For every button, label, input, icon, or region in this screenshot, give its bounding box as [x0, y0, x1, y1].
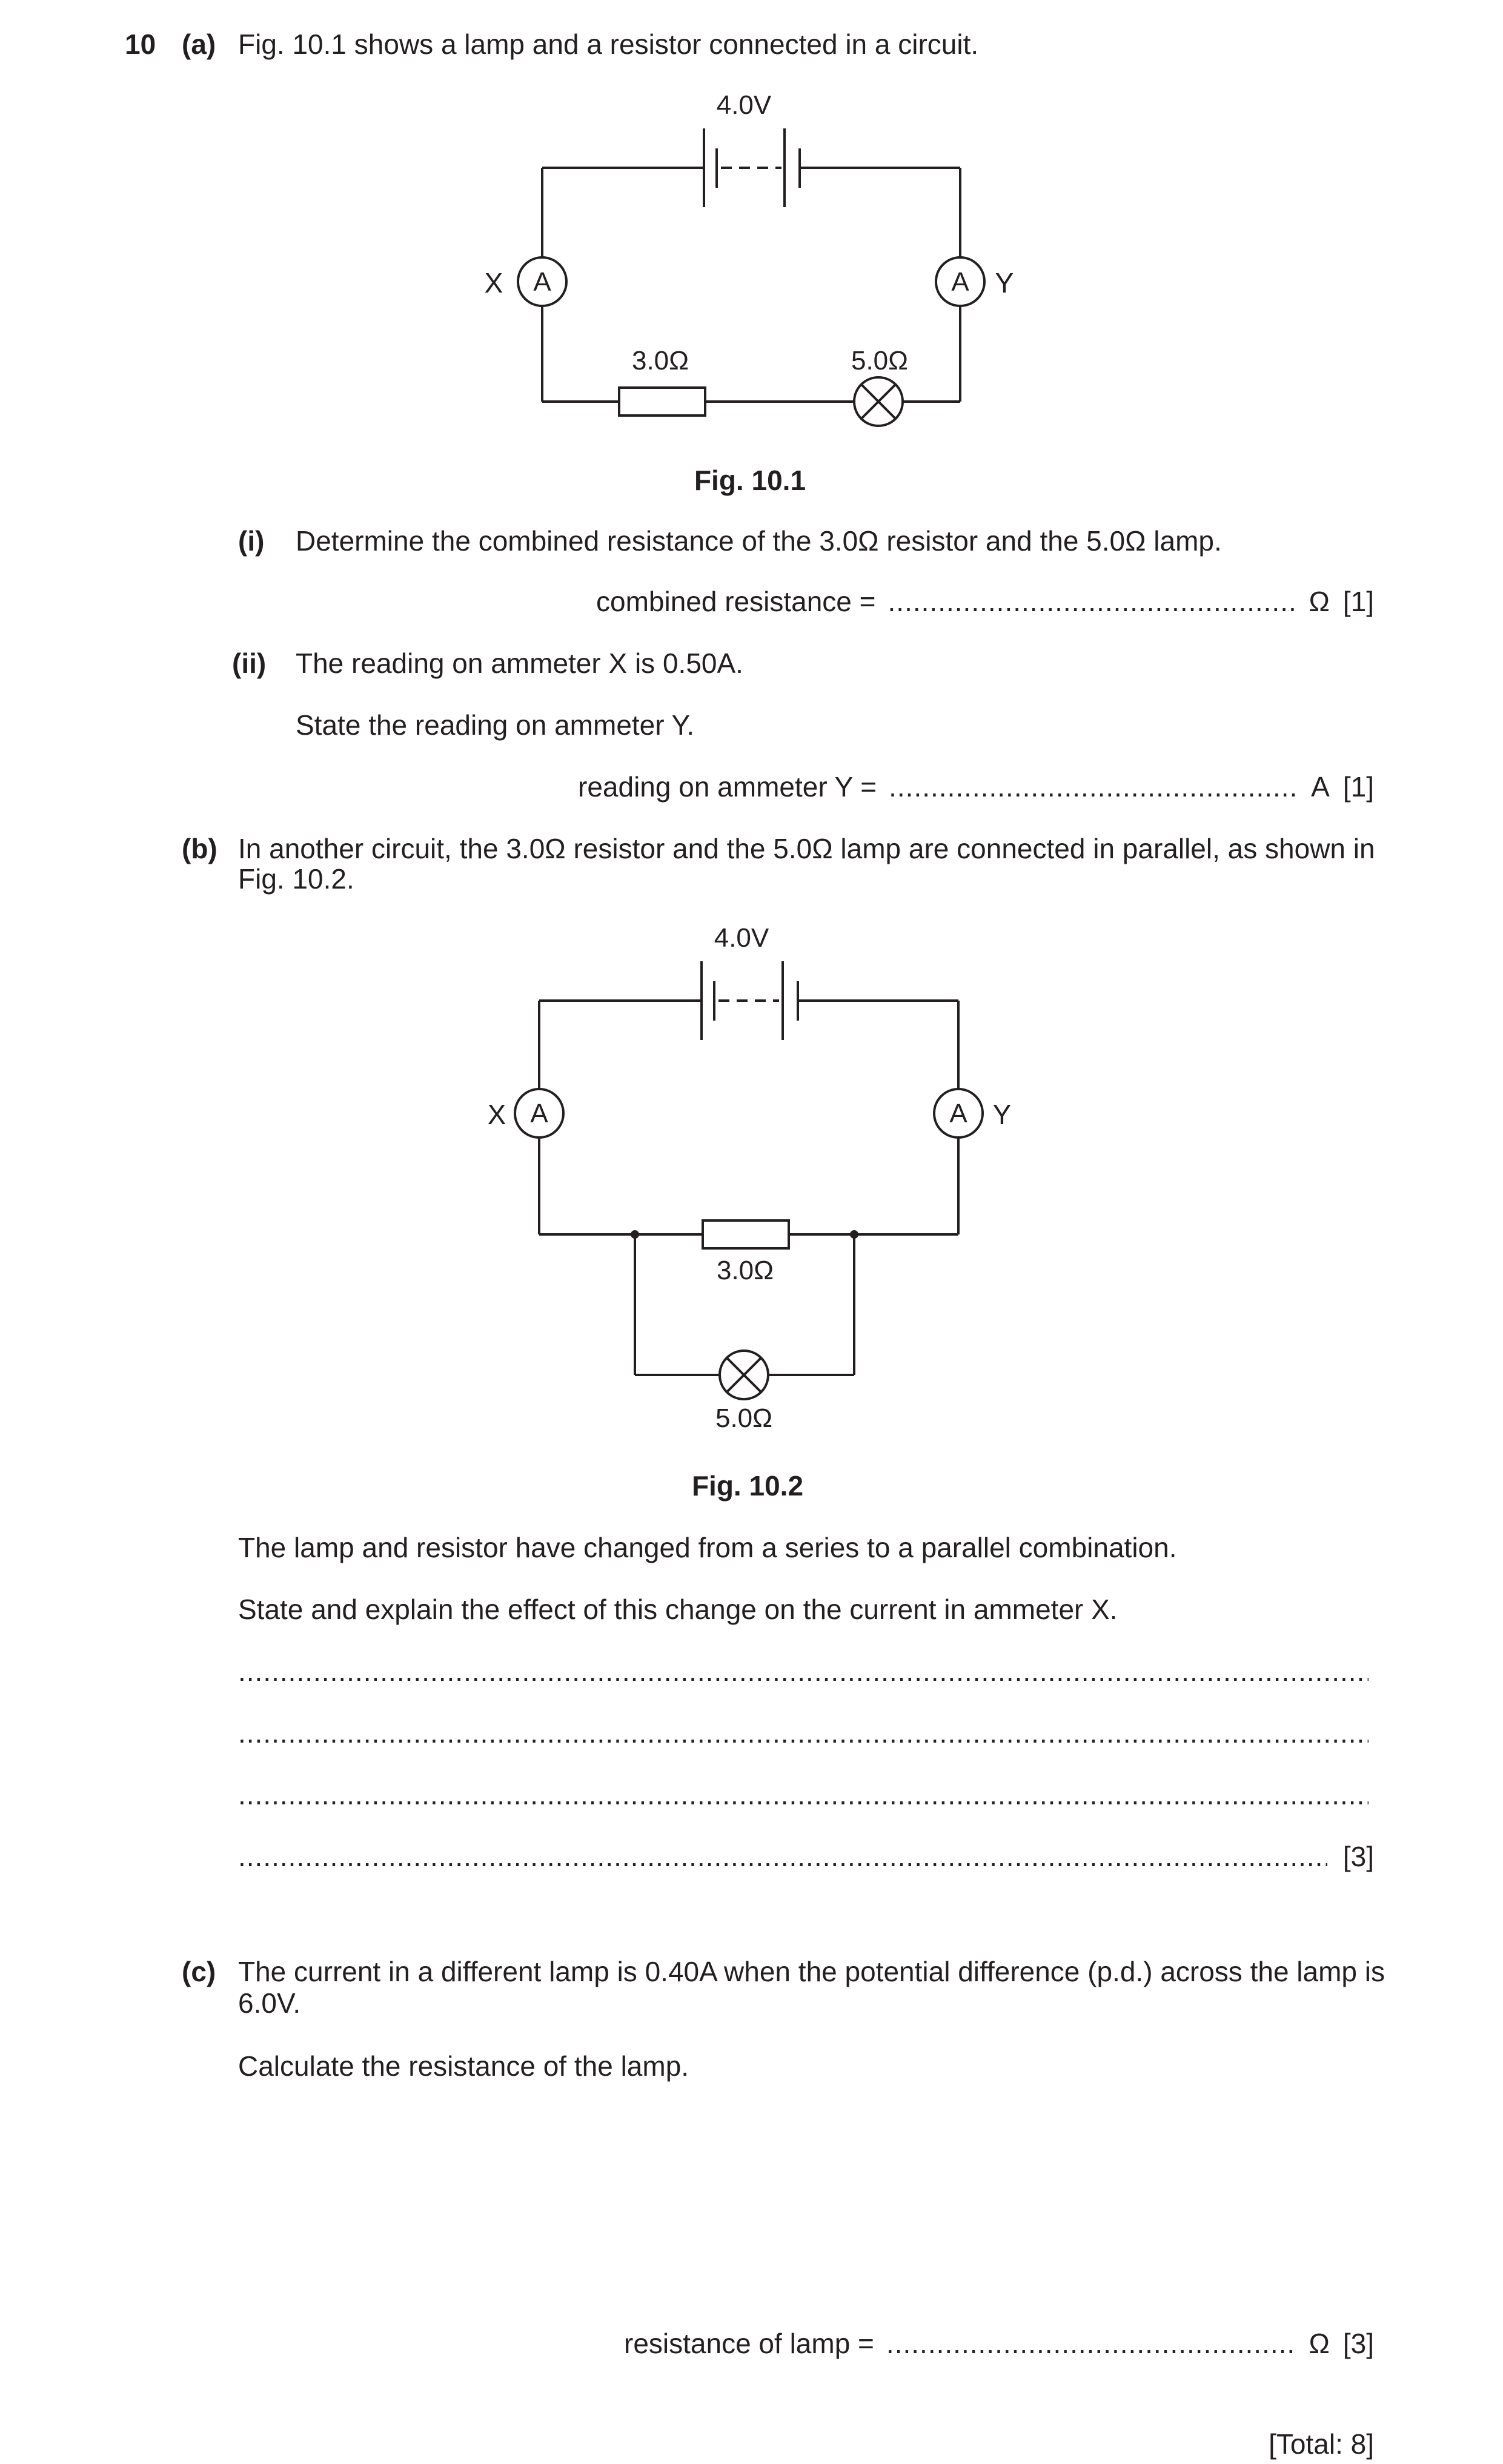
part-a-i-text: Determine the combined resistance of the 3.0Ω resistor and the 5.0Ω lamp. [296, 525, 1222, 557]
answer-dots[interactable] [889, 770, 1299, 803]
answer-dots[interactable] [886, 2327, 1297, 2360]
part-a-intro: Fig. 10.1 shows a lamp and a resistor connected in a circuit. [238, 28, 979, 60]
battery-label: 4.0V [716, 90, 772, 120]
part-b-intro-line2: Fig. 10.2. [238, 863, 354, 895]
part-a-i-answer-line [596, 585, 1374, 618]
answer-prompt: resistance of lamp = [624, 2328, 874, 2359]
answer-unit: A [1311, 771, 1330, 803]
part-b-answer-line-4 [238, 1840, 1374, 1873]
ammeter-y-symbol: A [951, 267, 969, 297]
part-c-answer-line [624, 2327, 1374, 2360]
answer-dots[interactable] [238, 1778, 1369, 1811]
marks: [3] [1342, 2328, 1374, 2359]
answer-unit: Ω [1309, 2328, 1330, 2359]
part-b-intro-line1: In another circuit, the 3.0Ω resistor and the 5.0Ω lamp are connected in parallel, as shown in [238, 833, 1375, 864]
question-number: 10 [125, 28, 156, 60]
resistor-label: 3.0Ω [631, 346, 689, 376]
part-b-label: (b) [182, 833, 217, 864]
answer-prompt: combined resistance = [596, 586, 876, 617]
part-a-i-label: (i) [238, 525, 265, 557]
answer-dots[interactable] [888, 585, 1297, 618]
part-a-ii-answer-line [578, 770, 1374, 803]
part-c-text-line2: 6.0V. [238, 1987, 301, 2019]
resistor [703, 1220, 789, 1248]
lamp-label: 5.0Ω [715, 1403, 773, 1433]
total-marks: [Total: 8] [1269, 2428, 1374, 2460]
figure-10-1-caption: Fig. 10.1 [694, 465, 806, 496]
resistor [619, 388, 705, 416]
ammeter-x-symbol: A [530, 1099, 548, 1128]
marks: [1] [1342, 586, 1374, 617]
battery-label: 4.0V [714, 923, 769, 953]
answer-prompt: reading on ammeter Y = [578, 771, 877, 803]
resistor-label: 3.0Ω [716, 1256, 774, 1285]
answer-dots[interactable] [238, 1717, 1369, 1749]
part-a-ii-text2: State the reading on ammeter Y. [296, 709, 695, 741]
ammeter-y-label: Y [995, 267, 1014, 299]
part-b-answer-line-3[interactable] [238, 1778, 1369, 1811]
answer-dots[interactable] [238, 1840, 1327, 1873]
part-c-text-line1: The current in a different lamp is 0.40A when the potential difference (p.d.) across the lamp is [238, 1956, 1385, 1987]
answer-unit: Ω [1309, 586, 1330, 617]
junction-left [631, 1230, 639, 1239]
ammeter-x-symbol: A [533, 267, 551, 297]
figure-10-2-caption: Fig. 10.2 [691, 1470, 804, 1502]
part-a-ii-text1: The reading on ammeter X is 0.50A. [296, 647, 743, 679]
ammeter-x-label: X [487, 1099, 506, 1130]
part-b-text2: State and explain the effect of this change on the current in ammeter X. [238, 1594, 1118, 1625]
junction-right [850, 1230, 858, 1239]
lamp-label: 5.0Ω [851, 346, 909, 376]
part-b-text1: The lamp and resistor have changed from a series to a parallel combination. [238, 1532, 1177, 1563]
part-a-label: (a) [182, 28, 216, 60]
part-b-answer-line-2[interactable] [238, 1717, 1369, 1749]
figure-10-2-circuit [460, 909, 1042, 1442]
part-c-label: (c) [182, 1956, 216, 1987]
answer-dots[interactable] [238, 1655, 1369, 1687]
figure-10-1-circuit [460, 79, 1042, 442]
ammeter-x-label: X [484, 267, 503, 299]
ammeter-y-label: Y [992, 1099, 1012, 1130]
part-b-answer-line-1[interactable] [238, 1655, 1369, 1687]
part-a-ii-label: (ii) [232, 647, 267, 679]
ammeter-y-symbol: A [949, 1099, 967, 1128]
marks: [1] [1342, 771, 1374, 803]
part-c-text2: Calculate the resistance of the lamp. [238, 2050, 689, 2082]
marks: [3] [1342, 1841, 1374, 1872]
